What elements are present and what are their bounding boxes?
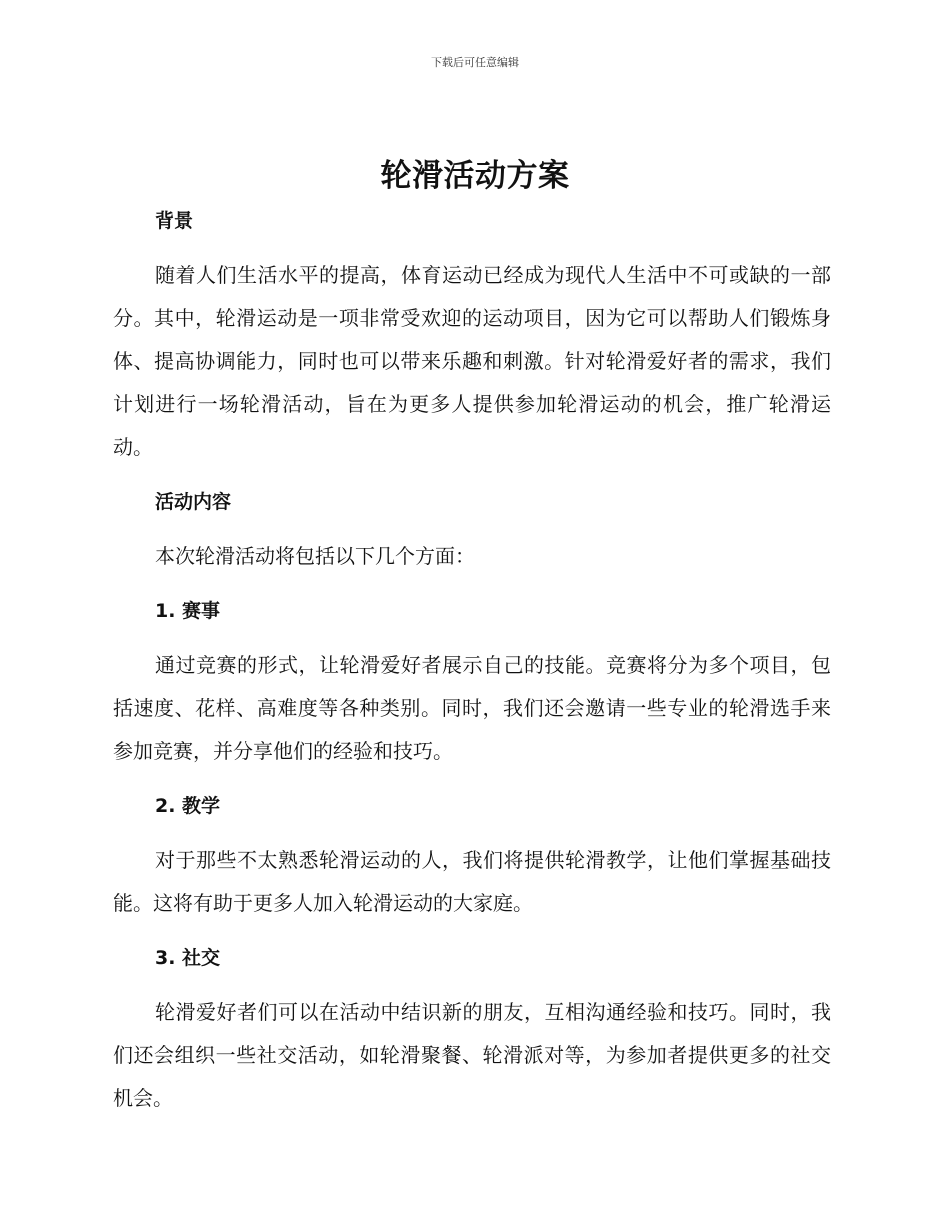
section-heading-teaching: 2. 教学 xyxy=(155,795,221,817)
section-heading-social: 3. 社交 xyxy=(155,947,221,969)
teaching-paragraph: 对于那些不太熟悉轮滑运动的人，我们将提供轮滑教学，让他们掌握基础技能。这将有助于更多人加入轮滑运动的大家庭。 xyxy=(113,848,831,915)
section-heading-competition: 1. 赛事 xyxy=(155,600,221,622)
document-body xyxy=(113,200,831,1120)
competition-paragraph: 通过竞赛的形式，让轮滑爱好者展示自己的技能。竞赛将分为多个项目，包括速度、花样、高难度等各种类别。同时，我们还会邀请一些专业的轮滑选手来参加竞赛，并分享他们的经验和技巧。 xyxy=(113,653,831,763)
background-paragraph: 随着人们生活水平的提高，体育运动已经成为现代人生活中不可或缺的一部分。其中，轮滑运动是一项非常受欢迎的运动项目，因为它可以帮助人们锻炼身体、提高协调能力，同时也可以带来乐趣和刺激。针对轮滑爱好者的需求，我们计划进行一场轮滑活动，旨在为更多人提供参加轮滑运动的机会，推广轮滑运动。 xyxy=(113,263,831,459)
page-title: 轮滑活动方案 xyxy=(380,158,570,194)
social-paragraph: 轮滑爱好者们可以在活动中结识新的朋友，互相沟通经验和技巧。同时，我们还会组织一些社交活动，如轮滑聚餐、轮滑派对等，为参加者提供更多的社交机会。 xyxy=(113,1000,831,1110)
section-heading-activity-content: 活动内容 xyxy=(155,491,232,513)
activity-content-intro: 本次轮滑活动将包括以下几个方面： xyxy=(155,544,475,568)
header-note: 下载后可任意编辑 xyxy=(431,56,519,69)
section-heading-background: 背景 xyxy=(155,210,194,232)
